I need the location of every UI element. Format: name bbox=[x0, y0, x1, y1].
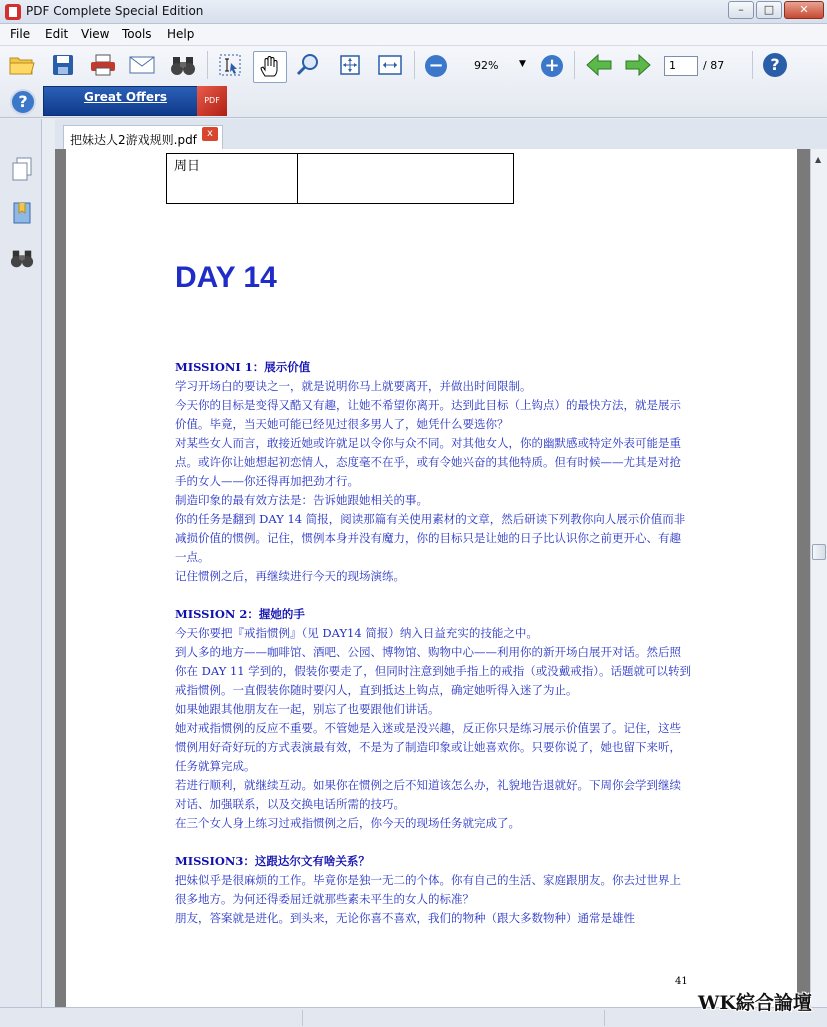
folder-open-icon[interactable] bbox=[8, 51, 36, 79]
paragraph: 她对戒指惯例的反应不重要。不管她是入迷或是没兴趣，反正你只是练习展示价值罢了。记住，这些惯例用好奇好玩的方式表演最有效，不是为了制造印象或让她喜欢你。只要你说了，她也留下来听，任务就算完成。 bbox=[175, 721, 681, 773]
close-button[interactable]: ✕ bbox=[784, 1, 824, 19]
magnifier-icon[interactable] bbox=[294, 51, 322, 79]
page-total: / 87 bbox=[703, 59, 725, 72]
minimize-button[interactable]: – bbox=[728, 1, 754, 19]
paragraph: 如果她跟其他朋友在一起，别忘了也要跟他们讲话。 bbox=[175, 702, 440, 716]
vertical-scrollbar[interactable] bbox=[810, 149, 827, 1007]
fit-page-icon[interactable] bbox=[336, 51, 364, 79]
paragraph: 你的任务是翻到 DAY 14 简报，阅读那篇有关使用素材的文章，然后研读下列教你向人展示价值而非减损价值的惯例。记住，惯例本身并没有魔力，你的目标只是让她的日子比认识你之前更开心、有趣一点。 bbox=[175, 512, 686, 564]
paragraph: 今天你的目标是变得又酷又有趣，让她不希望你离开。达到此目标（上钩点）的最快方法，就是展示价值。毕竟，当天她可能已经见过很多男人了，她凭什么要选你？ bbox=[175, 398, 681, 431]
help-icon[interactable]: ? bbox=[763, 53, 787, 77]
menu-file[interactable]: File bbox=[10, 27, 31, 41]
status-divider bbox=[302, 1010, 303, 1026]
document-viewer[interactable] bbox=[55, 149, 810, 1007]
pages-panel-icon[interactable] bbox=[10, 157, 34, 181]
paragraph: 制造印象的最有效方法是：告诉她跟她相关的事。 bbox=[175, 493, 428, 507]
table-cell-sunday: 周日 bbox=[174, 159, 201, 174]
pdf-badge-icon: PDF bbox=[197, 86, 227, 116]
great-offers-label: Great Offers bbox=[84, 90, 168, 104]
binoculars-icon[interactable] bbox=[169, 51, 197, 79]
document-tab-strip bbox=[55, 119, 827, 149]
save-icon[interactable] bbox=[49, 51, 77, 79]
title-bar bbox=[0, 0, 827, 24]
table-divider bbox=[297, 154, 298, 203]
paragraph: 把妹似乎是很麻烦的工作。毕竟你是独一无二的个体。你有自己的生活、家庭跟朋友。你去过世界上很多地方。为何还得委屈迁就那些素未平生的女人的标准？ bbox=[175, 873, 681, 906]
paragraph: 记住惯例之后，再继续进行今天的现场演练。 bbox=[175, 569, 405, 583]
search-panel-icon[interactable] bbox=[10, 247, 34, 271]
previous-page-icon[interactable] bbox=[585, 51, 613, 79]
menu-view[interactable]: View bbox=[81, 27, 110, 41]
tab-close-icon[interactable]: x bbox=[202, 127, 218, 141]
menu-help[interactable]: Help bbox=[167, 27, 195, 41]
hand-tool-icon[interactable] bbox=[253, 51, 287, 83]
paragraph: 对某些女人而言，敢接近她或许就足以令你与众不同。对其他女人，你的幽默感或特定外表可能是重点。或许你让她想起初恋情人，态度毫不在乎，或有令她兴奋的其他特质。但有时候——尤其是对抢手的女人——你还得再加把劲才行。 bbox=[175, 436, 681, 488]
email-icon[interactable] bbox=[128, 51, 156, 79]
schedule-table-fragment bbox=[166, 153, 514, 204]
paragraph: 到人多的地方——咖啡馆、酒吧、公园、博物馆、购物中心——利用你的新开场白展开对话。然后照你在 DAY 11 学到的，假装你要走了，但同时注意到她手指上的戒指（或没戴戒指）。话题就可以转到戒指惯例。一直假装你随时要闪人，直到抵达上钩点，确定她听得入迷了为止。 bbox=[175, 645, 691, 697]
print-icon[interactable] bbox=[89, 51, 117, 79]
next-page-icon[interactable] bbox=[624, 51, 652, 79]
great-offers-button[interactable] bbox=[43, 86, 200, 116]
fit-width-icon[interactable] bbox=[376, 51, 404, 79]
zoom-level[interactable]: 92% bbox=[474, 59, 499, 72]
app-logo-icon bbox=[5, 4, 21, 20]
select-text-icon[interactable] bbox=[216, 51, 244, 79]
section-title: MISSION 2：握她的手 bbox=[175, 607, 305, 621]
section-title: MISSION3：这跟达尔文有啥关系？ bbox=[175, 854, 370, 868]
menu-edit[interactable]: Edit bbox=[45, 27, 69, 41]
section-title: MISSIONI 1：展示价值 bbox=[175, 360, 311, 374]
paragraph: 朋友，答案就是进化。到头来，无论你喜不喜欢，我们的物种（跟大多数物种）通常是雄性 bbox=[175, 911, 635, 925]
page-number-input[interactable]: 1 bbox=[664, 56, 698, 76]
zoom-in-icon[interactable]: + bbox=[541, 55, 563, 77]
day-heading: DAY 14 bbox=[175, 261, 277, 294]
document-body bbox=[175, 358, 691, 928]
help-circle-icon[interactable]: ? bbox=[10, 89, 36, 115]
document-tab-label: 把妹达人2游戏规则.pdf bbox=[70, 133, 197, 147]
menu-tools[interactable]: Tools bbox=[122, 27, 152, 41]
status-divider bbox=[604, 1010, 605, 1026]
maximize-button[interactable]: □ bbox=[756, 1, 782, 19]
menu-bar bbox=[0, 24, 827, 46]
paragraph: 在三个女人身上练习过戒指惯例之后，你今天的现场任务就完成了。 bbox=[175, 816, 520, 830]
window-title: PDF Complete Special Edition bbox=[26, 4, 204, 18]
document-tab[interactable] bbox=[63, 125, 223, 149]
paragraph: 学习开场白的要诀之一，就是说明你马上就要离开，并做出时间限制。 bbox=[175, 379, 532, 393]
scroll-up-icon[interactable]: ▲ bbox=[815, 155, 822, 164]
paragraph: 今天你要把『戒指惯例』（见 DAY14 简报）纳入日益充实的技能之中。 bbox=[175, 626, 538, 640]
zoom-out-icon[interactable]: − bbox=[425, 55, 447, 77]
scrollbar-thumb[interactable] bbox=[812, 544, 826, 560]
paragraph: 若进行顺利，就继续互动。如果你在惯例之后不知道该怎么办，礼貌地告退就好。下周你会学到继续对话、加强联系，以及交换电话所需的技巧。 bbox=[175, 778, 681, 811]
page-number: 41 bbox=[675, 976, 688, 987]
left-sidebar bbox=[0, 119, 42, 1007]
forum-watermark: WK綜合論壇 bbox=[698, 992, 812, 1014]
pdf-page bbox=[66, 149, 797, 1007]
zoom-dropdown-icon[interactable]: ▼ bbox=[519, 59, 526, 69]
bookmarks-panel-icon[interactable] bbox=[10, 201, 34, 225]
